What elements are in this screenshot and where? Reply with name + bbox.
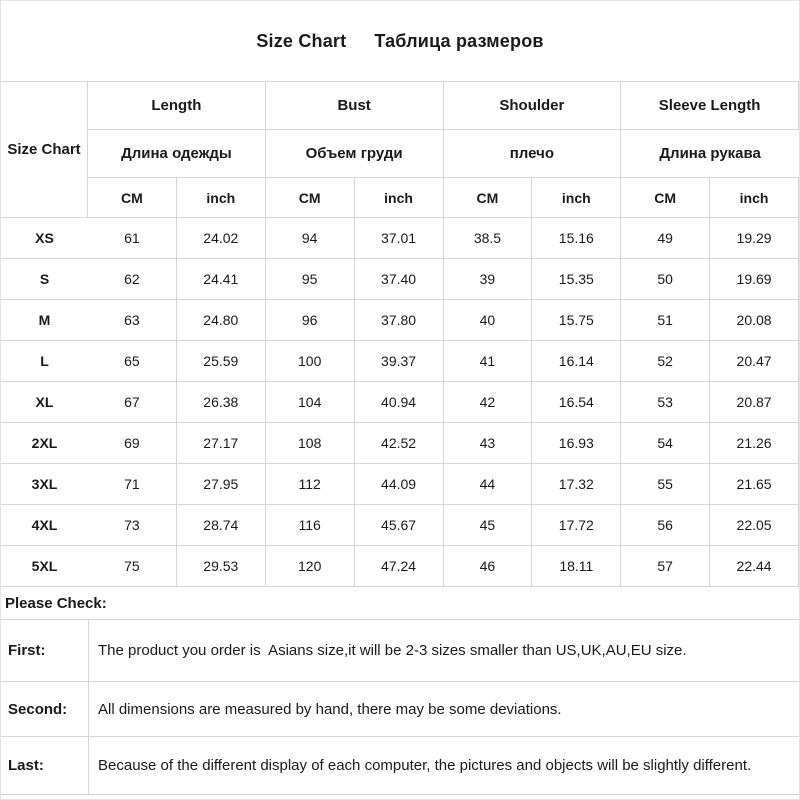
size-label-2xl: 2XL bbox=[1, 423, 88, 464]
value-cell: 73 bbox=[88, 505, 177, 546]
value-cell: 22.44 bbox=[710, 546, 799, 587]
group-length-en: Length bbox=[88, 82, 266, 130]
value-cell: 20.47 bbox=[710, 341, 799, 382]
value-cell: 55 bbox=[621, 464, 710, 505]
value-cell: 46 bbox=[444, 546, 533, 587]
unit-cm-length: CM bbox=[88, 178, 177, 218]
page-title bbox=[1, 1, 799, 81]
value-cell: 52 bbox=[621, 341, 710, 382]
value-cell: 108 bbox=[266, 423, 355, 464]
size-label-4xl: 4XL bbox=[1, 505, 88, 546]
value-cell: 40 bbox=[444, 300, 533, 341]
size-label-m: M bbox=[1, 300, 88, 341]
group-sleeve-length-ru: Длина рукава bbox=[621, 130, 799, 178]
value-cell: 54 bbox=[621, 423, 710, 464]
value-cell: 96 bbox=[266, 300, 355, 341]
value-cell: 100 bbox=[266, 341, 355, 382]
value-cell: 67 bbox=[88, 382, 177, 423]
value-cell: 61 bbox=[88, 218, 177, 259]
value-cell: 41 bbox=[444, 341, 533, 382]
value-cell: 27.17 bbox=[177, 423, 266, 464]
value-cell: 39 bbox=[444, 259, 533, 300]
value-cell: 15.16 bbox=[532, 218, 621, 259]
value-cell: 20.08 bbox=[710, 300, 799, 341]
value-cell: 17.32 bbox=[532, 464, 621, 505]
size-label-l: L bbox=[1, 341, 88, 382]
value-cell: 56 bbox=[621, 505, 710, 546]
value-cell: 65 bbox=[88, 341, 177, 382]
value-cell: 24.41 bbox=[177, 259, 266, 300]
value-cell: 16.14 bbox=[532, 341, 621, 382]
value-cell: 53 bbox=[621, 382, 710, 423]
value-cell: 40.94 bbox=[355, 382, 444, 423]
unit-inch-length: inch bbox=[177, 178, 266, 218]
value-cell: 25.59 bbox=[177, 341, 266, 382]
value-cell: 20.87 bbox=[710, 382, 799, 423]
group-shoulder-ru: плечо bbox=[444, 130, 622, 178]
value-cell: 44 bbox=[444, 464, 533, 505]
notes-section bbox=[1, 587, 799, 795]
unit-cm-bust: CM bbox=[266, 178, 355, 218]
unit-inch-sleeve-length: inch bbox=[710, 178, 799, 218]
value-cell: 22.05 bbox=[710, 505, 799, 546]
value-cell: 26.38 bbox=[177, 382, 266, 423]
note-text-first: The product you order is Asians size,it will be 2-3 sizes smaller than US,UK,AU,EU size. bbox=[89, 620, 799, 682]
notes-heading: Please Check: bbox=[1, 587, 799, 620]
page-title-ru: Таблица размеров bbox=[374, 30, 544, 51]
unit-cm-shoulder: CM bbox=[444, 178, 533, 218]
value-cell: 21.65 bbox=[710, 464, 799, 505]
group-sleeve-length-en: Sleeve Length bbox=[621, 82, 799, 130]
value-cell: 104 bbox=[266, 382, 355, 423]
unit-inch-shoulder: inch bbox=[532, 178, 621, 218]
size-table-corner-label: Size Chart bbox=[1, 82, 88, 218]
value-cell: 16.54 bbox=[532, 382, 621, 423]
value-cell: 24.02 bbox=[177, 218, 266, 259]
value-cell: 71 bbox=[88, 464, 177, 505]
value-cell: 29.53 bbox=[177, 546, 266, 587]
note-label-second: Second: bbox=[1, 682, 89, 737]
value-cell: 19.69 bbox=[710, 259, 799, 300]
value-cell: 116 bbox=[266, 505, 355, 546]
value-cell: 15.75 bbox=[532, 300, 621, 341]
value-cell: 42.52 bbox=[355, 423, 444, 464]
value-cell: 47.24 bbox=[355, 546, 444, 587]
value-cell: 18.11 bbox=[532, 546, 621, 587]
value-cell: 17.72 bbox=[532, 505, 621, 546]
page-title-en: Size Chart bbox=[256, 30, 347, 51]
size-table bbox=[1, 81, 799, 587]
note-text-last: Because of the different display of each computer, the pictures and objects will be slightly different. bbox=[89, 737, 799, 795]
value-cell: 57 bbox=[621, 546, 710, 587]
size-label-s: S bbox=[1, 259, 88, 300]
value-cell: 16.93 bbox=[532, 423, 621, 464]
size-label-3xl: 3XL bbox=[1, 464, 88, 505]
size-label-xl: XL bbox=[1, 382, 88, 423]
value-cell: 37.80 bbox=[355, 300, 444, 341]
value-cell: 45.67 bbox=[355, 505, 444, 546]
unit-inch-bust: inch bbox=[355, 178, 444, 218]
value-cell: 44.09 bbox=[355, 464, 444, 505]
value-cell: 24.80 bbox=[177, 300, 266, 341]
value-cell: 37.01 bbox=[355, 218, 444, 259]
group-bust-en: Bust bbox=[266, 82, 444, 130]
size-label-xs: XS bbox=[1, 218, 88, 259]
group-length-ru: Длина одежды bbox=[88, 130, 266, 178]
note-label-last: Last: bbox=[1, 737, 89, 795]
group-bust-ru: Объем груди bbox=[266, 130, 444, 178]
value-cell: 43 bbox=[444, 423, 533, 464]
value-cell: 38.5 bbox=[444, 218, 533, 259]
group-shoulder-en: Shoulder bbox=[444, 82, 622, 130]
value-cell: 51 bbox=[621, 300, 710, 341]
value-cell: 28.74 bbox=[177, 505, 266, 546]
note-text-second: All dimensions are measured by hand, there may be some deviations. bbox=[89, 682, 799, 737]
value-cell: 37.40 bbox=[355, 259, 444, 300]
size-label-5xl: 5XL bbox=[1, 546, 88, 587]
value-cell: 112 bbox=[266, 464, 355, 505]
value-cell: 50 bbox=[621, 259, 710, 300]
value-cell: 42 bbox=[444, 382, 533, 423]
value-cell: 45 bbox=[444, 505, 533, 546]
value-cell: 95 bbox=[266, 259, 355, 300]
value-cell: 62 bbox=[88, 259, 177, 300]
value-cell: 27.95 bbox=[177, 464, 266, 505]
value-cell: 120 bbox=[266, 546, 355, 587]
value-cell: 19.29 bbox=[710, 218, 799, 259]
value-cell: 15.35 bbox=[532, 259, 621, 300]
value-cell: 75 bbox=[88, 546, 177, 587]
value-cell: 94 bbox=[266, 218, 355, 259]
unit-cm-sleeve-length: CM bbox=[621, 178, 710, 218]
value-cell: 39.37 bbox=[355, 341, 444, 382]
value-cell: 21.26 bbox=[710, 423, 799, 464]
value-cell: 69 bbox=[88, 423, 177, 464]
value-cell: 49 bbox=[621, 218, 710, 259]
note-label-first: First: bbox=[1, 620, 89, 682]
value-cell: 63 bbox=[88, 300, 177, 341]
